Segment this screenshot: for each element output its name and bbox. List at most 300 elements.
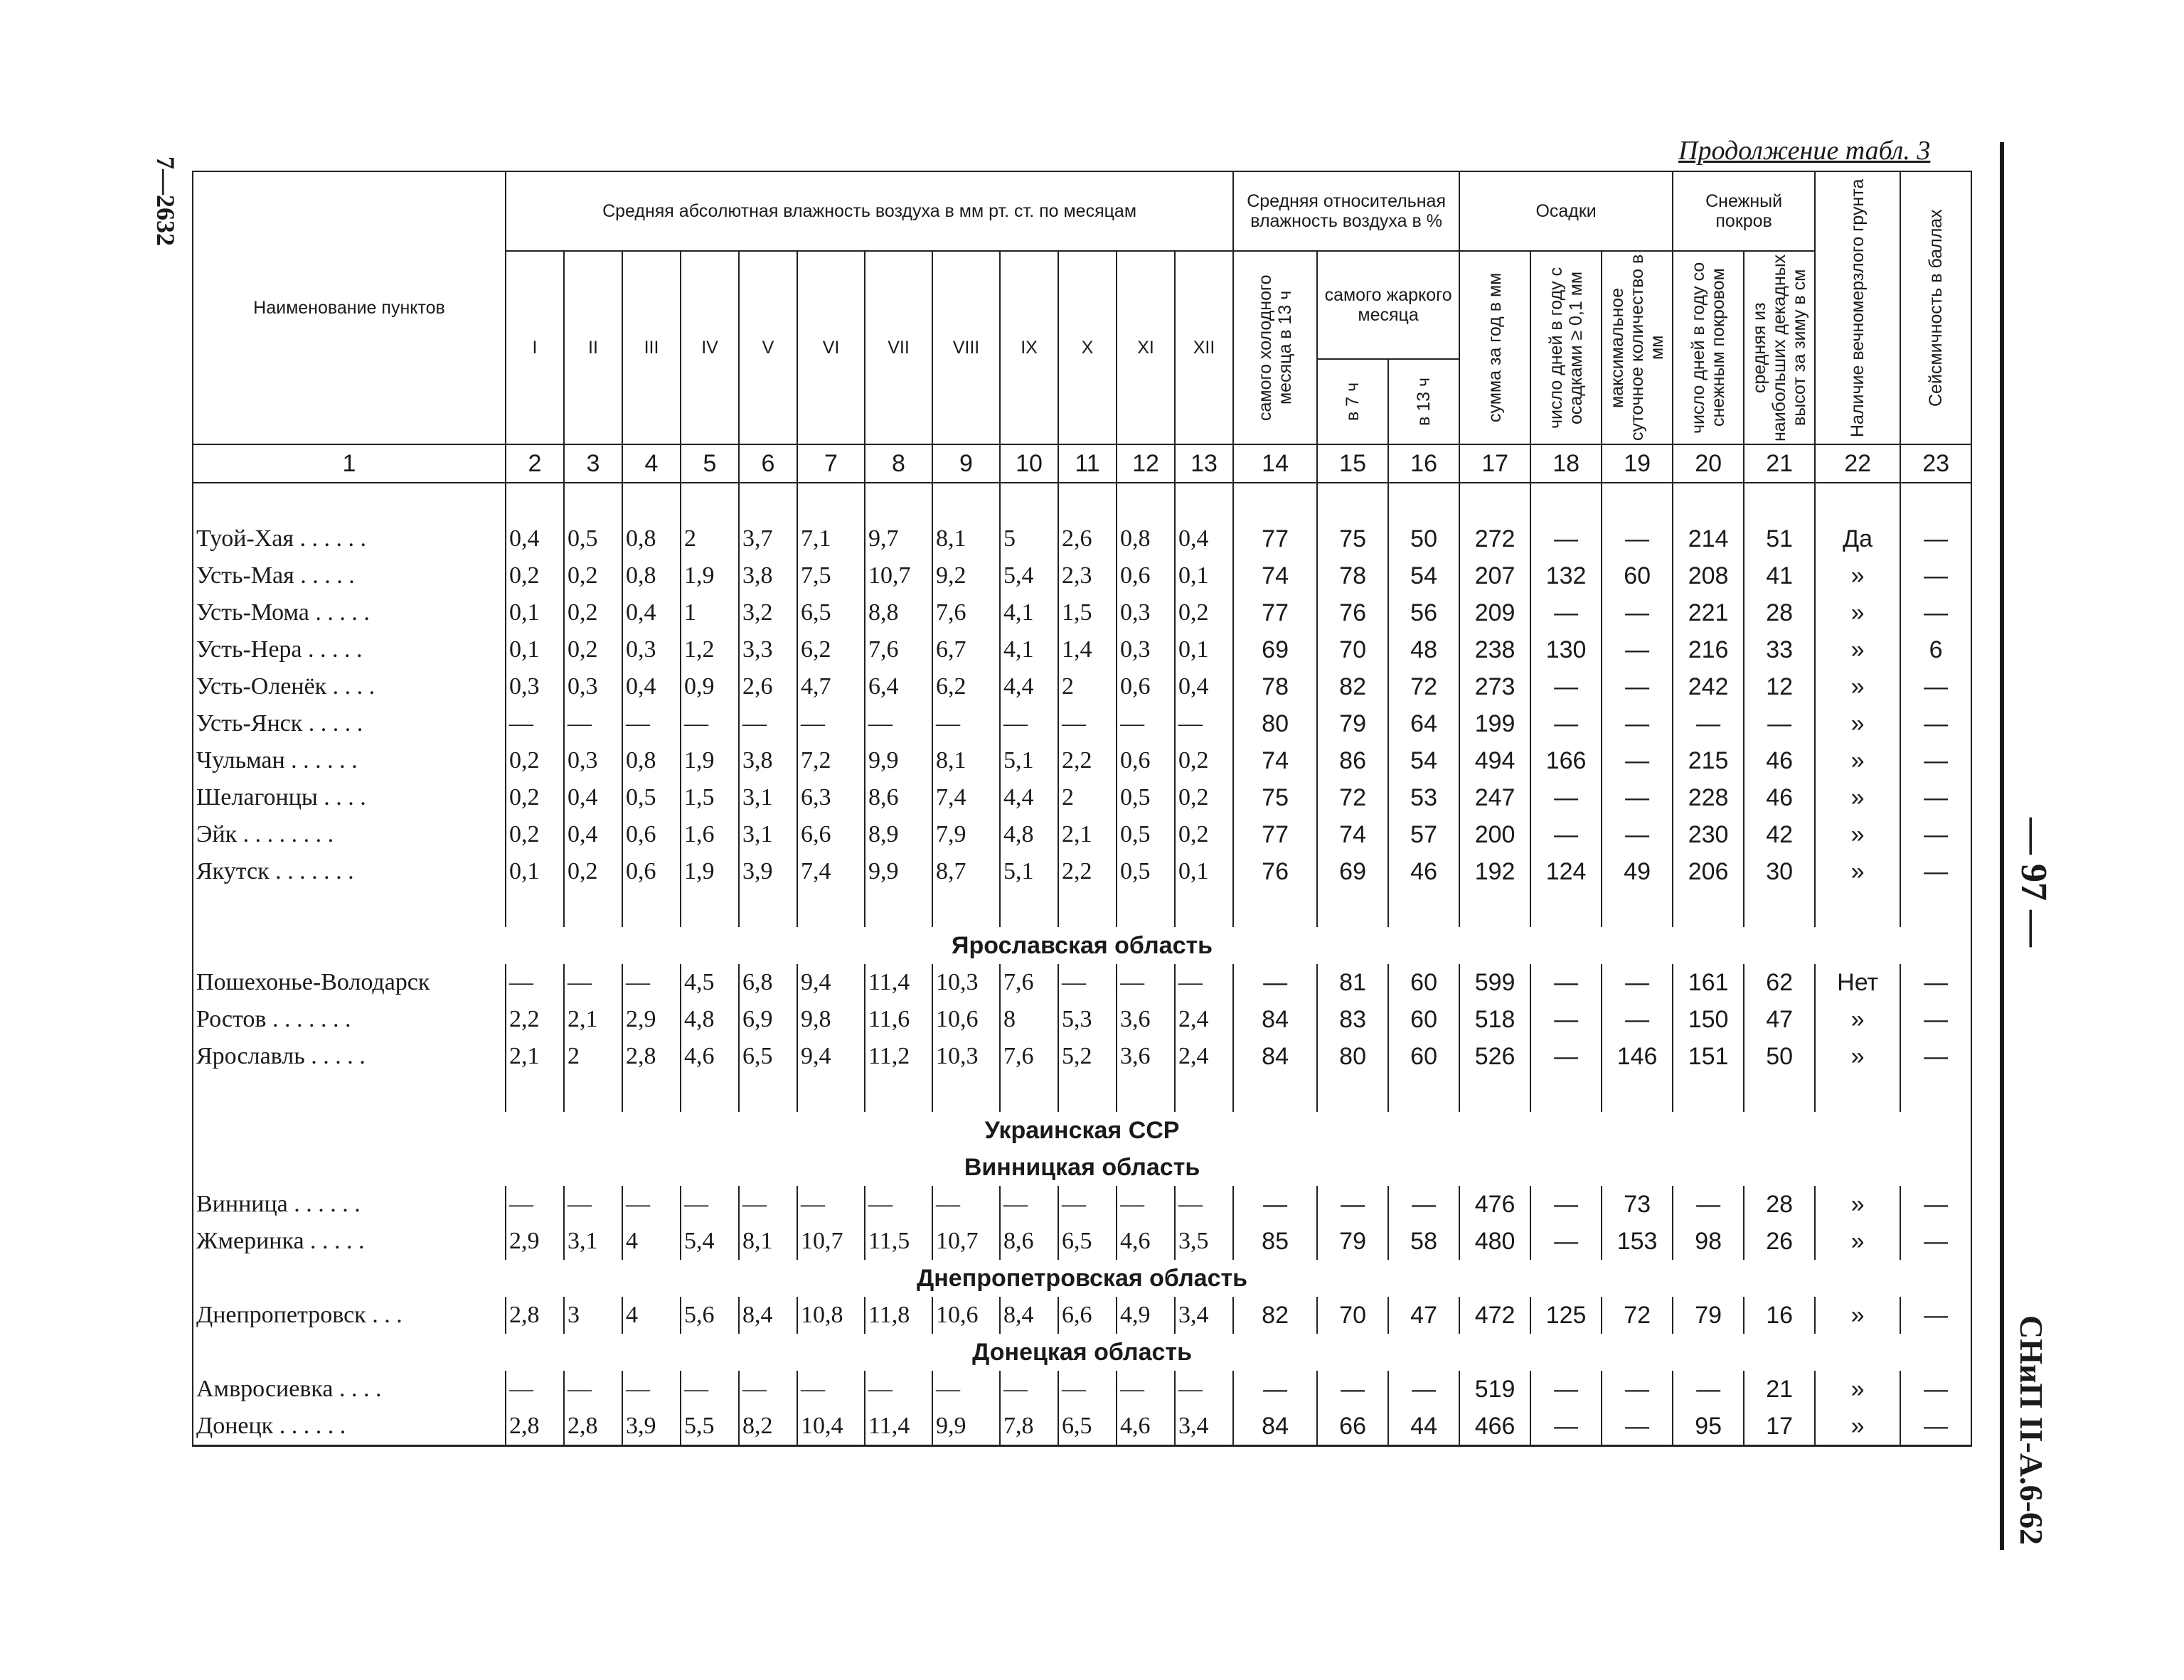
data-cell: —	[1530, 520, 1602, 557]
station-name: Ярославль . . . . .	[193, 1038, 506, 1075]
data-cell: 86	[1317, 742, 1388, 779]
data-cell: 46	[1388, 853, 1459, 890]
data-cell: 207	[1459, 557, 1530, 594]
data-cell: 0,3	[622, 631, 681, 668]
data-cell: —	[1530, 1038, 1602, 1075]
document-id: СНиП II-А.6-62	[2013, 1315, 2050, 1545]
data-cell: —	[739, 1371, 797, 1408]
data-cell: —	[506, 705, 564, 742]
spacer-cell	[1233, 890, 1317, 927]
data-cell: 60	[1388, 964, 1459, 1001]
data-cell: 0,3	[564, 668, 622, 705]
data-cell: 79	[1317, 705, 1388, 742]
spacer-cell	[193, 483, 506, 520]
data-cell: 0,3	[564, 742, 622, 779]
header-month-8: VIII	[932, 251, 1000, 444]
table-row	[193, 594, 1971, 631]
data-cell: —	[1900, 1038, 1971, 1075]
data-cell: 146	[1602, 1038, 1673, 1075]
data-cell: 0,6	[1117, 668, 1175, 705]
data-cell: 4,5	[681, 964, 739, 1001]
data-cell: 161	[1673, 964, 1744, 1001]
data-cell: —	[1602, 1001, 1673, 1038]
spacer-cell	[1530, 1075, 1602, 1112]
data-cell: —	[1317, 1371, 1388, 1408]
data-cell: —	[1117, 1186, 1175, 1223]
table-row	[193, 705, 1971, 742]
table-row	[193, 1223, 1971, 1260]
data-cell: 2,4	[1175, 1001, 1233, 1038]
spacer-cell	[622, 890, 681, 927]
data-cell: 480	[1459, 1223, 1530, 1260]
data-cell: 47	[1744, 1001, 1815, 1038]
column-number: 12	[1117, 444, 1175, 483]
data-cell: —	[1530, 816, 1602, 853]
data-cell: 9,9	[865, 853, 932, 890]
station-name: Усть-Нера . . . . .	[193, 631, 506, 668]
data-cell: 166	[1530, 742, 1602, 779]
header-month-6: VI	[797, 251, 865, 444]
data-cell: —	[506, 1186, 564, 1223]
data-cell: 8,4	[739, 1297, 797, 1334]
data-cell: 2	[564, 1038, 622, 1075]
data-cell: 60	[1388, 1001, 1459, 1038]
spacer-cell	[1900, 483, 1971, 520]
data-cell: 77	[1233, 520, 1317, 557]
data-cell: 10,3	[932, 964, 1000, 1001]
data-cell: 54	[1388, 557, 1459, 594]
spacer-cell	[681, 890, 739, 927]
column-number: 19	[1602, 444, 1673, 483]
data-cell: 51	[1744, 520, 1815, 557]
data-cell: 1,9	[681, 853, 739, 890]
data-cell: 8,1	[932, 742, 1000, 779]
data-cell: 0,2	[1175, 779, 1233, 816]
header-abs-humidity: Средняя абсолютная влажность воздуха в мм рт. ст. по месяцам	[506, 171, 1233, 251]
data-cell: 519	[1459, 1371, 1530, 1408]
column-number: 21	[1744, 444, 1815, 483]
data-cell: 0,2	[506, 779, 564, 816]
header-snow-height: средняя из наибольших декадных высот за зиму в см	[1744, 251, 1815, 444]
data-cell: 0,4	[506, 520, 564, 557]
data-cell: 1,2	[681, 631, 739, 668]
data-cell: —	[1530, 1408, 1602, 1446]
data-cell: —	[1530, 1186, 1602, 1223]
data-cell: 7,5	[797, 557, 865, 594]
data-cell: 10,7	[797, 1223, 865, 1260]
data-cell: 9,9	[932, 1408, 1000, 1446]
spacer-cell	[1900, 890, 1971, 927]
data-cell: —	[564, 1371, 622, 1408]
data-cell: 238	[1459, 631, 1530, 668]
data-cell: —	[1233, 1371, 1317, 1408]
station-name: Якутск . . . . . . .	[193, 853, 506, 890]
spacer-cell	[1233, 483, 1317, 520]
data-cell: 466	[1459, 1408, 1530, 1446]
data-cell: 5,1	[1000, 853, 1058, 890]
data-cell: —	[1900, 1408, 1971, 1446]
data-cell: 11,5	[865, 1223, 932, 1260]
spacer-cell	[1000, 483, 1058, 520]
spacer-cell	[1673, 890, 1744, 927]
section-heading-row	[193, 1112, 1971, 1149]
data-cell: 0,4	[622, 668, 681, 705]
data-cell: —	[1175, 1371, 1233, 1408]
data-cell: 151	[1673, 1038, 1744, 1075]
column-number: 18	[1530, 444, 1602, 483]
data-cell: 518	[1459, 1001, 1530, 1038]
header-seismic: Сейсмичность в баллах	[1900, 171, 1971, 444]
data-cell: 11,4	[865, 1408, 932, 1446]
data-cell: 472	[1459, 1297, 1530, 1334]
spacer-cell	[1175, 483, 1233, 520]
spacer-cell	[1530, 890, 1602, 927]
data-cell: —	[1602, 594, 1673, 631]
data-cell: 82	[1233, 1297, 1317, 1334]
data-cell: 3,2	[739, 594, 797, 631]
page-number: — 97 —	[2013, 818, 2054, 947]
data-cell: 6,2	[797, 631, 865, 668]
data-cell: 84	[1233, 1408, 1317, 1446]
data-cell: —	[1388, 1186, 1459, 1223]
header-permafrost: Наличие вечномерзлого грунта	[1815, 171, 1900, 444]
data-cell: 247	[1459, 779, 1530, 816]
data-cell: 0,5	[1117, 853, 1175, 890]
data-cell: 6,5	[1058, 1223, 1117, 1260]
spacer-row	[193, 890, 1971, 927]
data-cell: 4	[622, 1223, 681, 1260]
spacer-cell	[681, 483, 739, 520]
data-cell: —	[1602, 705, 1673, 742]
data-cell: —	[1900, 557, 1971, 594]
data-cell: 4,6	[1117, 1223, 1175, 1260]
data-cell: —	[1530, 668, 1602, 705]
data-cell: 0,2	[506, 557, 564, 594]
data-cell: 57	[1388, 816, 1459, 853]
data-cell: —	[1602, 964, 1673, 1001]
data-cell: —	[865, 705, 932, 742]
column-number: 8	[865, 444, 932, 483]
data-cell: 28	[1744, 594, 1815, 631]
data-cell: 11,4	[865, 964, 932, 1001]
data-cell: 8,7	[932, 853, 1000, 890]
data-cell: 2,4	[1175, 1038, 1233, 1075]
table-row	[193, 816, 1971, 853]
spacer-cell	[1388, 483, 1459, 520]
spacer-cell	[1317, 483, 1388, 520]
data-cell: 8,1	[739, 1223, 797, 1260]
spacer-cell	[1744, 890, 1815, 927]
data-cell: »	[1815, 631, 1900, 668]
data-cell: 3,1	[564, 1223, 622, 1260]
spacer-cell	[564, 1075, 622, 1112]
data-cell: 4,4	[1000, 779, 1058, 816]
column-number: 3	[564, 444, 622, 483]
data-cell: 209	[1459, 594, 1530, 631]
data-cell: 0,6	[1117, 557, 1175, 594]
data-cell: 1	[681, 594, 739, 631]
data-cell: 2,3	[1058, 557, 1117, 594]
station-name: Чульман . . . . . .	[193, 742, 506, 779]
data-cell: 0,3	[1117, 631, 1175, 668]
data-cell: 7,4	[797, 853, 865, 890]
data-cell: 2,8	[564, 1408, 622, 1446]
spacer-cell	[1459, 890, 1530, 927]
data-cell: —	[1530, 594, 1602, 631]
table-row	[193, 631, 1971, 668]
spacer-cell	[1673, 1075, 1744, 1112]
data-cell: 216	[1673, 631, 1744, 668]
table-row	[193, 1001, 1971, 1038]
data-cell: 1,5	[1058, 594, 1117, 631]
data-cell: 228	[1673, 779, 1744, 816]
data-cell: 6,5	[1058, 1408, 1117, 1446]
data-cell: »	[1815, 1001, 1900, 1038]
table-row	[193, 557, 1971, 594]
data-cell: 215	[1673, 742, 1744, 779]
data-cell: —	[1117, 705, 1175, 742]
column-numbers-row	[193, 444, 1971, 483]
data-cell: —	[1673, 1371, 1744, 1408]
data-cell: 200	[1459, 816, 1530, 853]
data-cell: »	[1815, 1297, 1900, 1334]
data-cell: 58	[1388, 1223, 1459, 1260]
data-cell: —	[1530, 779, 1602, 816]
spacer-row	[193, 1075, 1971, 1112]
data-cell: 0,4	[564, 779, 622, 816]
data-cell: 2,8	[506, 1408, 564, 1446]
data-cell: 1,6	[681, 816, 739, 853]
data-cell: 6,6	[797, 816, 865, 853]
data-cell: 4,6	[681, 1038, 739, 1075]
data-cell: 46	[1744, 742, 1815, 779]
spacer-cell	[1117, 483, 1175, 520]
column-number: 5	[681, 444, 739, 483]
data-cell: 3,8	[739, 742, 797, 779]
data-cell: —	[1530, 964, 1602, 1001]
data-cell: 10,6	[932, 1001, 1000, 1038]
data-cell: —	[1175, 964, 1233, 1001]
header-warmest: самого жаркого месяца	[1317, 251, 1459, 359]
data-cell: —	[1900, 705, 1971, 742]
data-cell: 150	[1673, 1001, 1744, 1038]
column-number: 2	[506, 444, 564, 483]
right-rule	[2000, 142, 2004, 1550]
data-cell: 0,1	[506, 594, 564, 631]
table-caption: Продолжение табл. 3	[1678, 136, 1931, 166]
section-title: Ярославская область	[193, 927, 1971, 964]
data-cell: 3,6	[1117, 1038, 1175, 1075]
data-cell: 0,9	[681, 668, 739, 705]
data-cell: 75	[1317, 520, 1388, 557]
table-row	[193, 1371, 1971, 1408]
data-cell: 6,6	[1058, 1297, 1117, 1334]
data-cell: 0,4	[622, 594, 681, 631]
data-cell: 125	[1530, 1297, 1602, 1334]
data-cell: 16	[1744, 1297, 1815, 1334]
data-cell: 76	[1233, 853, 1317, 890]
data-cell: 6,3	[797, 779, 865, 816]
data-cell: 0,1	[1175, 557, 1233, 594]
data-cell: —	[1388, 1371, 1459, 1408]
data-cell: —	[622, 1186, 681, 1223]
data-cell: 2	[681, 520, 739, 557]
data-cell: 70	[1317, 1297, 1388, 1334]
data-cell: —	[1602, 779, 1673, 816]
data-cell: 3,3	[739, 631, 797, 668]
data-cell: 3,9	[739, 853, 797, 890]
data-cell: —	[564, 1186, 622, 1223]
data-cell: 7,1	[797, 520, 865, 557]
data-cell: 62	[1744, 964, 1815, 1001]
spacer-cell	[739, 1075, 797, 1112]
data-cell: 98	[1673, 1223, 1744, 1260]
data-cell: 5	[1000, 520, 1058, 557]
data-cell: 78	[1317, 557, 1388, 594]
data-cell: —	[739, 705, 797, 742]
data-cell: 2,9	[622, 1001, 681, 1038]
spacer-cell	[865, 890, 932, 927]
data-cell: —	[865, 1371, 932, 1408]
data-cell: 230	[1673, 816, 1744, 853]
data-cell: 26	[1744, 1223, 1815, 1260]
data-cell: —	[1530, 1371, 1602, 1408]
data-cell: 2	[1058, 668, 1117, 705]
header-month-10: X	[1058, 251, 1117, 444]
data-cell: —	[1000, 705, 1058, 742]
data-cell: 50	[1388, 520, 1459, 557]
data-cell: 7,6	[865, 631, 932, 668]
data-cell: 41	[1744, 557, 1815, 594]
data-cell: 9,4	[797, 964, 865, 1001]
data-cell: —	[797, 705, 865, 742]
data-cell: 6,7	[932, 631, 1000, 668]
header-at13: в 13 ч	[1388, 359, 1459, 444]
data-cell: 2,8	[506, 1297, 564, 1334]
header-snow-days: число дней в году со снежным покровом	[1673, 251, 1744, 444]
data-cell: 4	[622, 1297, 681, 1334]
data-cell: 3	[564, 1297, 622, 1334]
data-cell: 69	[1233, 631, 1317, 668]
header-month-9: IX	[1000, 251, 1058, 444]
data-cell: 0,2	[564, 594, 622, 631]
data-cell: 192	[1459, 853, 1530, 890]
data-cell: 42	[1744, 816, 1815, 853]
data-cell: —	[1000, 1186, 1058, 1223]
spacer-cell	[564, 890, 622, 927]
climate-table	[192, 171, 1972, 1447]
data-cell: 124	[1530, 853, 1602, 890]
data-cell: 214	[1673, 520, 1744, 557]
data-cell: —	[681, 1186, 739, 1223]
data-cell: 60	[1602, 557, 1673, 594]
data-cell: —	[681, 1371, 739, 1408]
data-cell: 8,6	[865, 779, 932, 816]
column-number: 14	[1233, 444, 1317, 483]
data-cell: 84	[1233, 1038, 1317, 1075]
data-cell: —	[1900, 964, 1971, 1001]
data-cell: 0,1	[506, 853, 564, 890]
spacer-cell	[1602, 1075, 1673, 1112]
data-cell: 76	[1317, 594, 1388, 631]
spacer-cell	[1117, 1075, 1175, 1112]
data-cell: 95	[1673, 1408, 1744, 1446]
table-body	[193, 444, 1971, 1446]
data-cell: 0,1	[1175, 631, 1233, 668]
column-number: 13	[1175, 444, 1233, 483]
station-name: Усть-Янск . . . . .	[193, 705, 506, 742]
station-name: Эйк . . . . . . . .	[193, 816, 506, 853]
data-cell: 48	[1388, 631, 1459, 668]
data-cell: 49	[1602, 853, 1673, 890]
header-row-1	[193, 171, 1971, 251]
column-number: 15	[1317, 444, 1388, 483]
station-name: Усть-Мая . . . . .	[193, 557, 506, 594]
data-cell: 494	[1459, 742, 1530, 779]
data-cell: 33	[1744, 631, 1815, 668]
header-precip-max: максимальное суточное количество в мм	[1602, 251, 1673, 444]
data-cell: —	[1900, 1371, 1971, 1408]
data-cell: 3,7	[739, 520, 797, 557]
data-cell: 21	[1744, 1371, 1815, 1408]
table-row	[193, 1186, 1971, 1223]
section-title: Донецкая область	[193, 1334, 1971, 1371]
data-cell: 0,8	[622, 520, 681, 557]
data-cell: 53	[1388, 779, 1459, 816]
data-cell: 1,5	[681, 779, 739, 816]
data-cell: 0,6	[622, 816, 681, 853]
header-precip-sum: сумма за год в мм	[1459, 251, 1530, 444]
data-cell: —	[1602, 631, 1673, 668]
spacer-cell	[797, 1075, 865, 1112]
spacer-cell	[1317, 890, 1388, 927]
data-cell: 2,8	[622, 1038, 681, 1075]
data-cell: 50	[1744, 1038, 1815, 1075]
data-cell: »	[1815, 1223, 1900, 1260]
table-row	[193, 1408, 1971, 1446]
data-cell: —	[932, 705, 1000, 742]
data-cell: 74	[1233, 557, 1317, 594]
data-cell: »	[1815, 1186, 1900, 1223]
data-cell: —	[797, 1371, 865, 1408]
data-cell: 5,4	[681, 1223, 739, 1260]
section-heading-row	[193, 1334, 1971, 1371]
data-cell: 5,1	[1000, 742, 1058, 779]
data-cell: 7,2	[797, 742, 865, 779]
data-cell: —	[564, 964, 622, 1001]
data-cell: 2,9	[506, 1223, 564, 1260]
data-cell: 66	[1317, 1408, 1388, 1446]
data-cell: 8,8	[865, 594, 932, 631]
data-cell: 79	[1673, 1297, 1744, 1334]
data-cell: 6	[1900, 631, 1971, 668]
data-cell: —	[1673, 705, 1744, 742]
header-month-4: IV	[681, 251, 739, 444]
data-cell: —	[1900, 1186, 1971, 1223]
spacer-cell	[1602, 483, 1673, 520]
data-cell: 153	[1602, 1223, 1673, 1260]
data-cell: 2	[1058, 779, 1117, 816]
header-month-2: II	[564, 251, 622, 444]
data-cell: 83	[1317, 1001, 1388, 1038]
data-cell: —	[865, 1186, 932, 1223]
data-cell: 0,4	[1175, 668, 1233, 705]
data-cell: —	[622, 705, 681, 742]
data-cell: 4,1	[1000, 594, 1058, 631]
station-name: Туой-Хая . . . . . .	[193, 520, 506, 557]
data-cell: 5,5	[681, 1408, 739, 1446]
data-cell: 3,6	[1117, 1001, 1175, 1038]
